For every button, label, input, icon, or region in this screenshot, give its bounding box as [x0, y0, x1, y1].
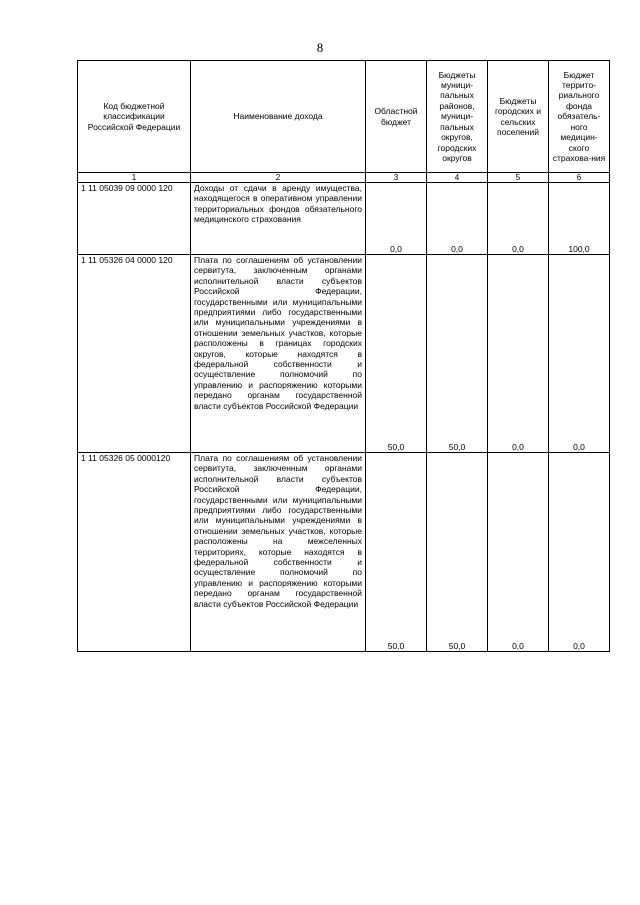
table-row: [78, 453, 610, 652]
column-number: 2: [191, 173, 366, 183]
settlement-budgets-value: 0,0: [488, 183, 549, 255]
header-settlement-budgets: Бюджеты городских и сельских поселений: [488, 61, 549, 173]
health-fund-value: 0,0: [549, 453, 610, 652]
column-number: 3: [366, 173, 427, 183]
header-regional-budget: Областной бюджет: [366, 61, 427, 173]
budget-code-cell: 1 11 05326 05 0000120: [78, 453, 191, 652]
settlement-budgets-value: 0,0: [488, 255, 549, 453]
revenue-name-cell: Плата по соглашениям об установлении сервитута, заключенным органами исполнительной власти субъектов Российской Федерации, государственными или муниципальными предприятиями либо государственными или муниципальными учреждениями в отношении земельных участков, которые расположены в границах городских округов, которые находятся в федеральной собственности и осуществление полномочий по управлению и распоряжению которыми передано органам государственной власти субъектов Российской Федерации: [191, 255, 366, 453]
column-number: 1: [78, 173, 191, 183]
column-number: 5: [488, 173, 549, 183]
column-number: 4: [427, 173, 488, 183]
health-fund-value: 0,0: [549, 255, 610, 453]
page-number: 8: [316, 40, 324, 55]
settlement-budgets-value: 0,0: [488, 453, 549, 652]
header-revenue-name: Наименование дохода: [191, 61, 366, 173]
budget-code-cell: 1 11 05039 09 0000 120: [78, 183, 191, 255]
revenue-name-cell: Доходы от сдачи в аренду имущества, находящегося в оперативном управлении территориальных фондов обязательного медицинского страхования: [191, 183, 366, 255]
header-budget-code: Код бюджетной классификации Российской Федерации: [78, 61, 191, 173]
municipal-budgets-value: 0,0: [427, 183, 488, 255]
municipal-budgets-value: 50,0: [427, 255, 488, 453]
table-row: [78, 183, 610, 255]
budget-code-cell: 1 11 05326 04 0000 120: [78, 255, 191, 453]
table-row: [78, 255, 610, 453]
revenue-distribution-table: [77, 60, 610, 652]
revenue-name-cell: Плата по соглашениям об установлении сервитута, заключенным органами исполнительной власти субъектов Российской Федерации, государственными или муниципальными предприятиями либо государственными или муниципальными учреждениями в отношении земельных участков, которые расположены на межселенных территориях, которые находятся в федеральной собственности и осуществление полномочий по управлению и распоряжению которыми передано органам государственной власти субъектов Российской Федерации: [191, 453, 366, 652]
column-number: 6: [549, 173, 610, 183]
header-health-insurance-fund: Бюджет террито-риального фонда обязатель-ного медицин-ского страхова-ния: [549, 61, 610, 173]
regional-budget-value: 0,0: [366, 183, 427, 255]
regional-budget-value: 50,0: [366, 453, 427, 652]
header-municipal-budgets: Бюджеты муници-пальных районов, муници-пальных округов, городских округов: [427, 61, 488, 173]
column-number-row: [78, 173, 610, 183]
health-fund-value: 100,0: [549, 183, 610, 255]
regional-budget-value: 50,0: [366, 255, 427, 453]
municipal-budgets-value: 50,0: [427, 453, 488, 652]
table-header-row: [78, 61, 610, 173]
